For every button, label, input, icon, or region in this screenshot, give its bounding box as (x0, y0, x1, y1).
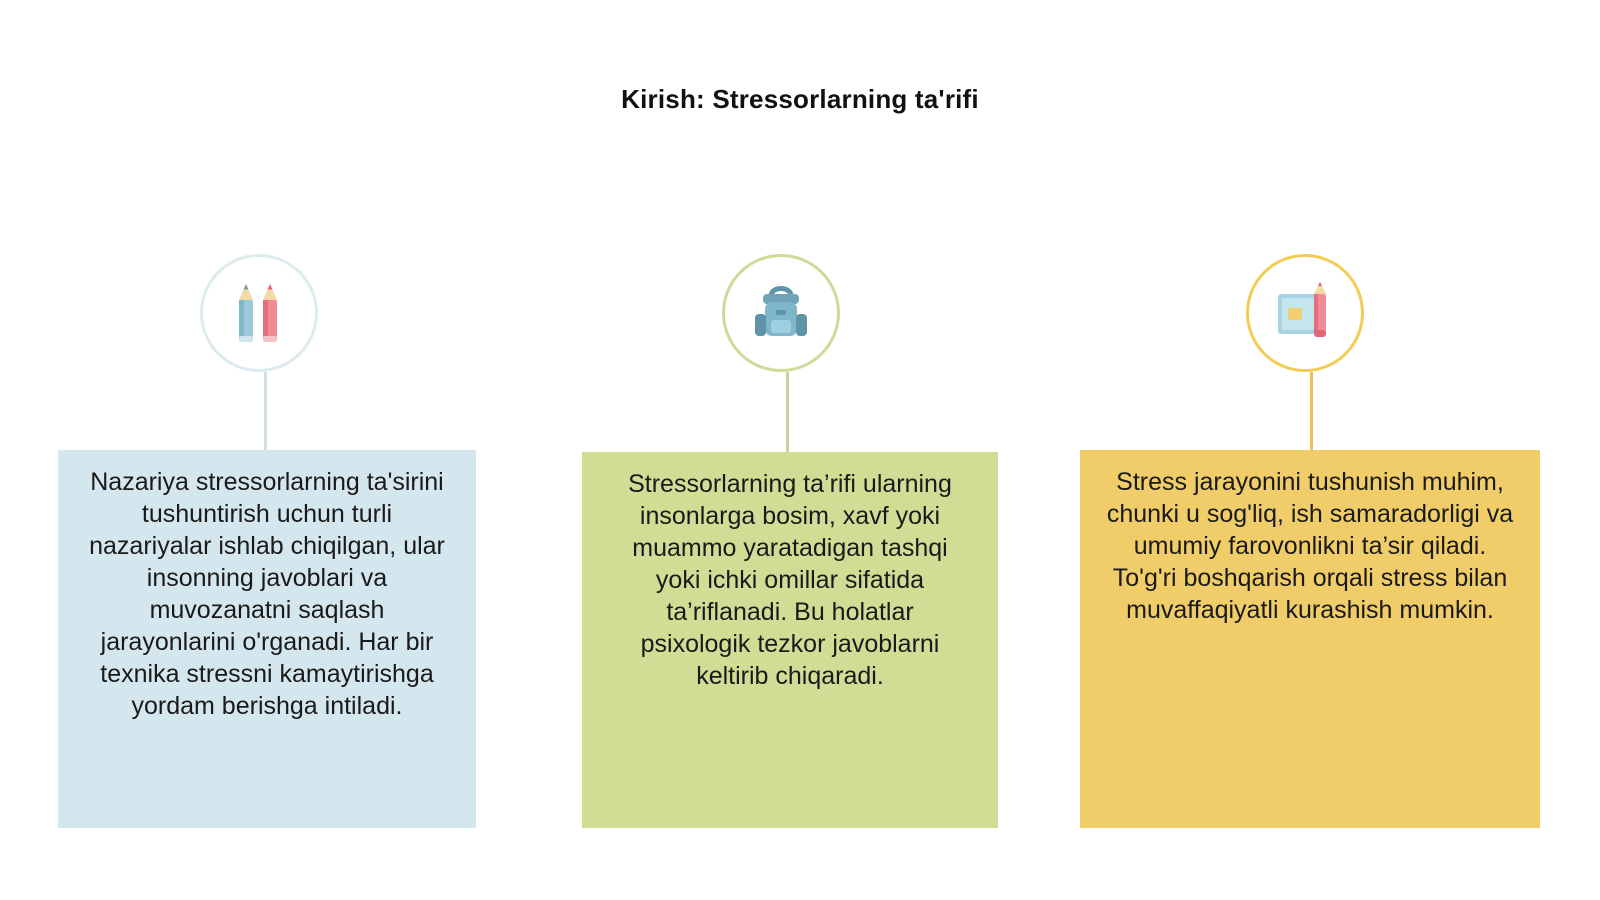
info-card-3: Stress jarayonini tushunish muhim, chunki u sog'liq, ish samaradorligi va umumiy farovonlikni ta’sir qiladi. To'g'ri boshqarish orqali stress bilan muvaffaqiyatli kurashish mumkin. (1080, 450, 1540, 828)
pencils-icon (229, 278, 289, 348)
slide-title: Kirish: Stressorlarning ta'rifi (621, 84, 979, 114)
info-card-2: Stressorlarning ta’rifi ularning insonlarga bosim, xavf yoki muammo yaratadigan tashqi yoki ichki omillar sifatida ta’riflanadi. Bu holatlar psixologik tezkor javoblarni keltirib chiqaradi. (582, 452, 998, 828)
connector-line-3 (1310, 372, 1313, 450)
icon-circle-3 (1246, 254, 1364, 372)
connector-line-2 (786, 372, 789, 452)
info-card-1: Nazariya stressorlarning ta'sirini tushuntirish uchun turli nazariyalar ishlab chiqilgan, ular insonning javoblari va muvozanatni saqlash jarayonlarini o'rganadi. Har bir texnika stressni kamaytirishga yordam berishga intiladi. (58, 450, 476, 828)
drawing-board-icon (1272, 280, 1338, 346)
icon-circle-2 (722, 254, 840, 372)
connector-line-1 (264, 372, 267, 450)
backpack-icon (748, 280, 814, 346)
icon-circle-1 (200, 254, 318, 372)
